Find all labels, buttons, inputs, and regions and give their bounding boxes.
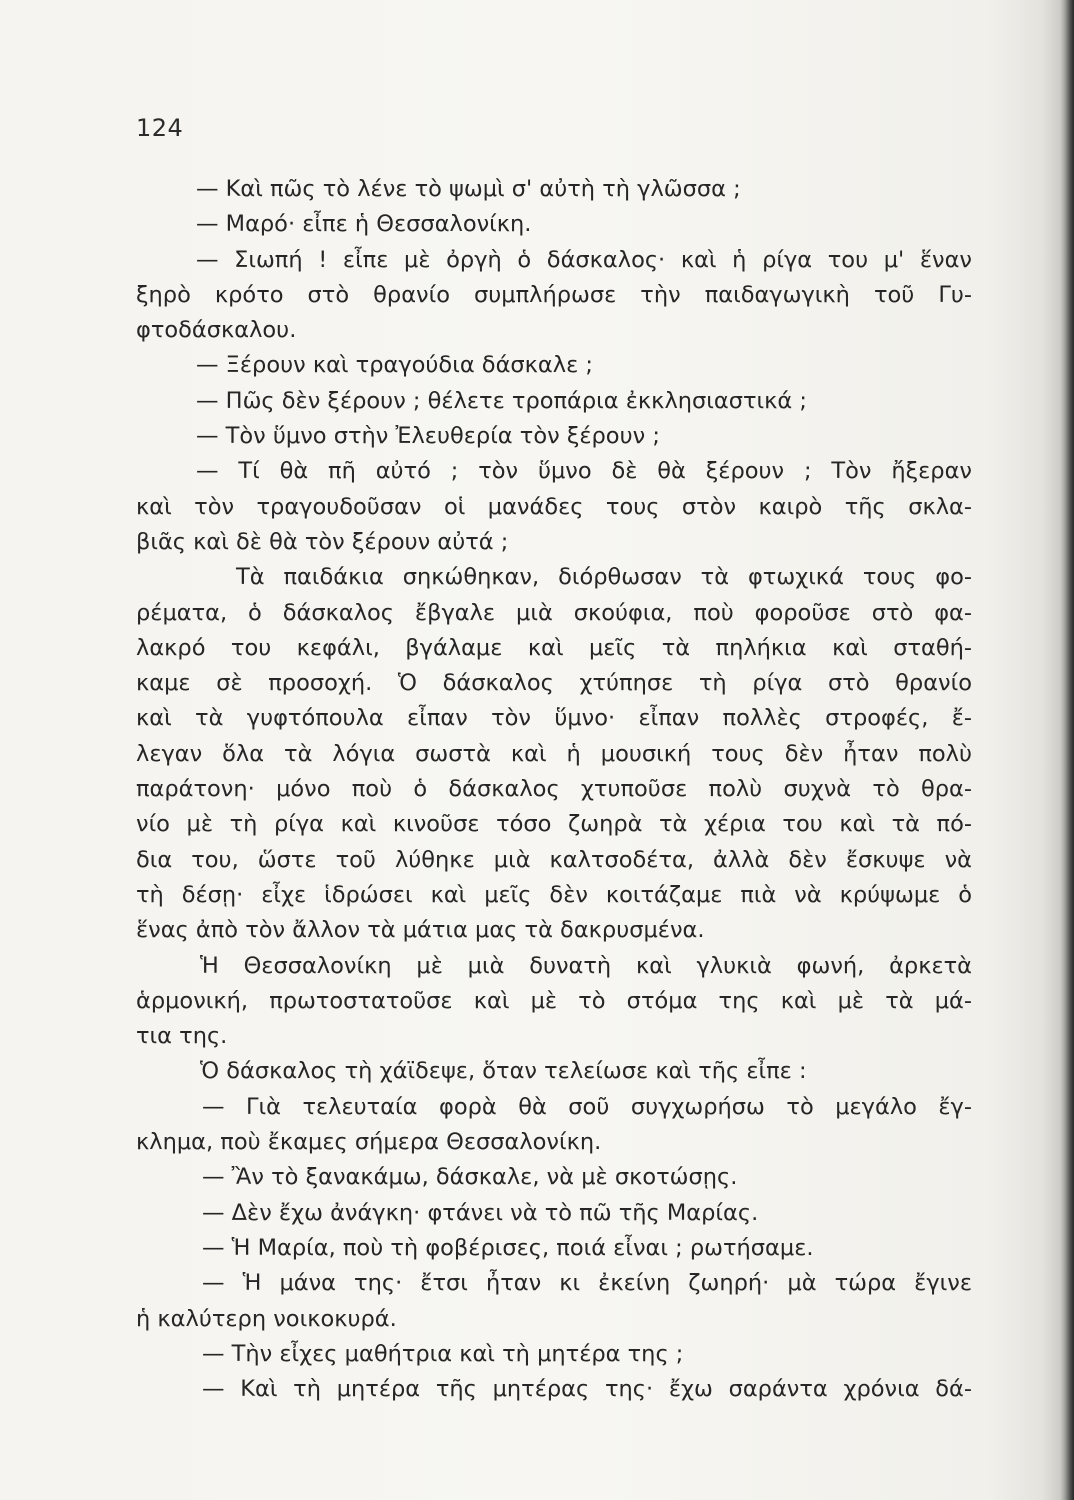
text-line: τια της. — [136, 1023, 228, 1050]
text-line: νίο μὲ τὴ ρίγα καὶ κινοῦσε τόσο ζωηρὰ τὰ χέρια του καὶ τὰ πό- — [136, 811, 972, 838]
text-line: ρέματα, ὁ δάσκαλος ἔβγαλε μιὰ σκούφια, ποὺ φοροῦσε στὸ φα- — [136, 599, 972, 626]
text-line: ἡ καλύτερη νοικοκυρά. — [136, 1305, 397, 1332]
text-line: παράτονη· μόνο ποὺ ὁ δάσκαλος χτυποῦσε πολὺ συχνὰ τὸ θρα- — [136, 776, 972, 803]
text-line: — Μαρό· εἶπε ἡ Θεσσαλονίκη. — [196, 211, 532, 238]
text-line: Ἡ Θεσσαλονίκη μὲ μιὰ δυνατὴ καὶ γλυκιὰ φωνή, ἀρκετὰ — [200, 952, 972, 979]
text-line: — Ξέρουν καὶ τραγούδια δάσκαλε ; — [196, 352, 593, 379]
text-line: καὶ τὸν τραγουδοῦσαν οἱ μανάδες τους στὸν καιρὸ τῆς σκλα- — [136, 493, 972, 520]
page-number: 124 — [136, 114, 184, 142]
text-line: δια του, ὥστε τοῦ λύθηκε μιὰ καλτσοδέτα, ἀλλὰ δὲν ἔσκυψε νὰ — [136, 846, 972, 873]
text-line: — Δὲν ἔχω ἀνάγκη· φτάνει νὰ τὸ πῶ τῆς Μαρίας. — [202, 1199, 759, 1226]
text-line: βιᾶς καὶ δὲ θὰ τὸν ξέρουν αὐτά ; — [136, 528, 509, 555]
text-line: — Πῶς δὲν ξέρουν ; θέλετε τροπάρια ἐκκλησιαστικά ; — [196, 387, 807, 414]
body-text — [136, 172, 972, 1407]
text-line: ἁρμονική, πρωτοστατοῦσε καὶ μὲ τὸ στόμα της καὶ μὲ τὰ μά- — [136, 987, 972, 1014]
text-line: καὶ τὰ γυφτόπουλα εἶπαν τὸν ὕμνο· εἶπαν πολλὲς στροφές, ἔ- — [136, 705, 972, 732]
text-line: τὴ δέσῃ· εἶχε ἱδρώσει καὶ μεῖς δὲν κοιτάζαμε πιὰ νὰ κρύψωμε ὁ — [136, 881, 972, 908]
text-line: Ὁ δάσκαλος τὴ χάϊδεψε, ὅταν τελείωσε καὶ τῆς εἶπε : — [200, 1058, 807, 1085]
text-line: — Καὶ τὴ μητέρα τῆς μητέρας της· ἔχω σαράντα χρόνια δά- — [202, 1376, 972, 1403]
text-line: — Καὶ πῶς τὸ λένε τὸ ψωμὶ σ' αὐτὴ τὴ γλῶσσα ; — [196, 176, 741, 202]
text-line: καμε σὲ προσοχή. Ὁ δάσκαλος χτύπησε τὴ ρίγα στὸ θρανίο — [136, 670, 972, 697]
text-line: κλημα, ποὺ ἔκαμες σήμερα Θεσσαλονίκη. — [136, 1129, 602, 1156]
text-line: — Τὸν ὕμνο στὴν Ἐλευθερία τὸν ξέρουν ; — [196, 423, 660, 450]
text-line: — Τί θὰ πῆ αὐτό ; τὸν ὕμνο δὲ θὰ ξέρουν ; Τὸν ἤξεραν — [196, 458, 972, 485]
text-line: — Ἡ Μαρία, ποὺ τὴ φοβέρισες, ποιά εἶναι ; ρωτήσαμε. — [202, 1234, 814, 1261]
text-line: — Ἂν τὸ ξανακάμω, δάσκαλε, νὰ μὲ σκοτώσῃς. — [202, 1164, 738, 1191]
text-line: — Ἡ μάνα της· ἔτσι ἦταν κι ἐκείνη ζωηρή· μὰ τώρα ἔγινε — [202, 1270, 972, 1297]
text-line: φτοδάσκαλου. — [136, 317, 297, 344]
text-line: ξηρὸ κρότο στὸ θρανίο συμπλήρωσε τὴν παιδαγωγικὴ τοῦ Γυ- — [136, 281, 972, 308]
book-spine-shadow — [1060, 0, 1074, 1500]
text-line: ἕνας ἀπὸ τὸν ἄλλον τὰ μάτια μας τὰ δακρυσμένα. — [136, 917, 705, 944]
text-line: λεγαν ὅλα τὰ λόγια σωστὰ καὶ ἡ μουσική τους δὲν ἦταν πολὺ — [136, 740, 972, 767]
text-line: — Τὴν εἶχες μαθήτρια καὶ τὴ μητέρα της ; — [202, 1340, 684, 1367]
text-line: — Σιωπή ! εἶπε μὲ ὀργὴ ὁ δάσκαλος· καὶ ἡ ρίγα του μ' ἕναν — [196, 246, 972, 273]
text-line: Τὰ παιδάκια σηκώθηκαν, διόρθωσαν τὰ φτωχικά τους φο- — [236, 564, 972, 591]
text-line: — Γιὰ τελευταία φορὰ θὰ σοῦ συγχωρήσω τὸ μεγάλο ἔγ- — [202, 1093, 972, 1120]
text-line: λακρό του κεφάλι, βγάλαμε καὶ μεῖς τὰ πηλήκια καὶ σταθή- — [136, 634, 972, 661]
